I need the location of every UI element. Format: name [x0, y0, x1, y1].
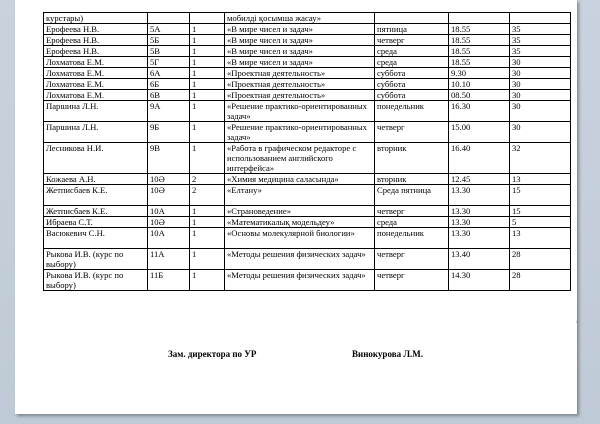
cell-teacher: Ерофеева Н.В. [44, 46, 148, 57]
cell-hours: 1 [190, 270, 225, 291]
table-row [44, 79, 571, 90]
cell-teacher: Ерофеева Н.В. [44, 24, 148, 35]
cell-students: 28 [510, 270, 571, 291]
cell-hours: 1 [190, 68, 225, 79]
cell-hours: 1 [190, 122, 225, 143]
cell-course: «Основы молекулярной биологии» [225, 228, 375, 249]
cell-class: 10Ә [148, 217, 190, 228]
cell-students: 30 [510, 79, 571, 90]
cell-hours: 1 [190, 35, 225, 46]
cell-day: четверг [375, 206, 449, 217]
cell-class [148, 13, 190, 24]
cell-course: «Работа в графическом редакторе с использованием английского интерфейса» [225, 143, 375, 174]
cell-hours: 1 [190, 249, 225, 270]
cell-time: 18.55 [449, 35, 510, 46]
cell-course: «Математикалық модельдеу» [225, 217, 375, 228]
cell-time: 13.40 [449, 249, 510, 270]
cell-class: 9Б [148, 122, 190, 143]
cell-time: 16.40 [449, 143, 510, 174]
cell-course: «В мире чисел и задач» [225, 24, 375, 35]
cell-day: суббота [375, 79, 449, 90]
cell-time: 18.55 [449, 24, 510, 35]
cell-time: 9.30 [449, 68, 510, 79]
table-row [44, 24, 571, 35]
cell-teacher: Васюкевич С.Н. [44, 228, 148, 249]
table-row [44, 13, 571, 24]
table-row [44, 46, 571, 57]
table-row [44, 90, 571, 101]
cell-students: 13 [510, 174, 571, 185]
deputy-director-title: Зам. директора по УР [168, 349, 257, 359]
table-row [44, 217, 571, 228]
cell-teacher: Лохматова Е.М. [44, 68, 148, 79]
cell-students: 30 [510, 90, 571, 101]
cell-day: суббота [375, 90, 449, 101]
cell-teacher: Жетписбаев К.Е. [44, 206, 148, 217]
cell-hours: 1 [190, 24, 225, 35]
table-row [44, 101, 571, 122]
cell-class: 11А [148, 249, 190, 270]
table-row [44, 35, 571, 46]
cell-day: четверг [375, 122, 449, 143]
cell-day: вторник [375, 174, 449, 185]
cell-teacher: Паршина Л.Н. [44, 101, 148, 122]
table-row [44, 122, 571, 143]
cell-hours: 2 [190, 174, 225, 185]
cell-time: 08.50 [449, 90, 510, 101]
cell-students: 5 [510, 217, 571, 228]
cell-day [375, 13, 449, 24]
cell-time: 14.30 [449, 270, 510, 291]
cell-teacher: Ибраева С.Т. [44, 217, 148, 228]
cell-day: среда [375, 217, 449, 228]
table-row [44, 68, 571, 79]
cell-hours: 1 [190, 90, 225, 101]
cell-course: «Страноведение» [225, 206, 375, 217]
cell-course: «Проектная деятельность» [225, 68, 375, 79]
signatory-name: Винокурова Л.М. [352, 349, 424, 359]
cell-day: Среда пятница [375, 185, 449, 206]
table-row [44, 206, 571, 217]
cell-teacher: Паршина Л.Н. [44, 122, 148, 143]
cell-time: 18.55 [449, 57, 510, 68]
cell-teacher: курстары) [44, 13, 148, 24]
cell-day: пятница [375, 24, 449, 35]
table-row [44, 185, 571, 206]
cell-day: среда [375, 57, 449, 68]
cell-course: «В мире чисел и задач» [225, 57, 375, 68]
cell-teacher: Лохматова Е.М. [44, 57, 148, 68]
cell-time: 15.00 [449, 122, 510, 143]
cell-time: 12.45 [449, 174, 510, 185]
cell-students: 28 [510, 249, 571, 270]
cell-hours: 1 [190, 46, 225, 57]
table-row [44, 228, 571, 249]
schedule-table [43, 12, 571, 291]
cell-time: 18.55 [449, 46, 510, 57]
cell-teacher: Рыкова И.В. (курс по выбору) [44, 270, 148, 291]
cell-students: 15 [510, 185, 571, 206]
cell-class: 5Б [148, 35, 190, 46]
cell-students: 30 [510, 122, 571, 143]
document-page [15, 0, 577, 414]
table-row [44, 270, 571, 291]
cell-students: 30 [510, 57, 571, 68]
table-row [44, 174, 571, 185]
cell-day: суббота [375, 68, 449, 79]
cell-teacher: Лохматова Е.М. [44, 90, 148, 101]
cell-class: 6В [148, 90, 190, 101]
cell-course: «Проектная деятельность» [225, 90, 375, 101]
cell-students: 35 [510, 46, 571, 57]
cell-teacher: Лесникова Н.И. [44, 143, 148, 174]
cell-course: «Решение практико-ориентированных задач» [225, 122, 375, 143]
table-row [44, 249, 571, 270]
cell-class: 11Б [148, 270, 190, 291]
cell-course: мобилді қосымша жасау» [225, 13, 375, 24]
table-row [44, 143, 571, 174]
cell-time: 13.30 [449, 206, 510, 217]
cell-day: вторник [375, 143, 449, 174]
cell-hours: 1 [190, 228, 225, 249]
cell-teacher: Кожаева А.Н. [44, 174, 148, 185]
cell-day: понедельник [375, 228, 449, 249]
cell-day: среда [375, 46, 449, 57]
cell-hours: 1 [190, 79, 225, 90]
cell-class: 10Ә [148, 174, 190, 185]
cell-day: понедельник [375, 101, 449, 122]
cell-course: «В мире чисел и задач» [225, 46, 375, 57]
cell-students: 13 [510, 228, 571, 249]
cell-class: 5В [148, 46, 190, 57]
cell-class: 9А [148, 101, 190, 122]
cell-course: «Методы решения физических задач» [225, 270, 375, 291]
cell-time: 13.30 [449, 217, 510, 228]
cell-hours: 1 [190, 217, 225, 228]
cell-class: 10А [148, 228, 190, 249]
cell-time: 16.30 [449, 101, 510, 122]
cell-course: «В мире чисел и задач» [225, 35, 375, 46]
cell-students: 32 [510, 143, 571, 174]
cell-course: «Елтану» [225, 185, 375, 206]
cell-day: четверг [375, 270, 449, 291]
cell-students: 30 [510, 68, 571, 79]
cell-students [510, 13, 571, 24]
cell-time: 13.30 [449, 185, 510, 206]
cell-class: 9В [148, 143, 190, 174]
cell-class: 6А [148, 68, 190, 79]
cell-course: «Решение практико-ориентированных задач» [225, 101, 375, 122]
cell-time [449, 13, 510, 24]
cell-class: 5Г [148, 57, 190, 68]
cell-class: 5А [148, 24, 190, 35]
schedule-table-body [44, 13, 571, 291]
cell-teacher: Лохматова Е.М. [44, 79, 148, 90]
cell-hours: 1 [190, 143, 225, 174]
table-end-marker-icon: ¤ [576, 320, 579, 326]
cell-course: «Методы решения физических задач» [225, 249, 375, 270]
cell-teacher: Ерофеева Н.В. [44, 35, 148, 46]
cell-hours: 1 [190, 101, 225, 122]
cell-class: 6Б [148, 79, 190, 90]
cell-time: 13.30 [449, 228, 510, 249]
cell-class: 10А [148, 206, 190, 217]
cell-students: 15 [510, 206, 571, 217]
cell-teacher: Рыкова И.В. (курс по выбору) [44, 249, 148, 270]
cell-course: «Химия медицина саласында» [225, 174, 375, 185]
cell-day: четверг [375, 249, 449, 270]
cell-students: 30 [510, 101, 571, 122]
cell-students: 35 [510, 35, 571, 46]
cell-class: 10Ә [148, 185, 190, 206]
cell-teacher: Жетписбаев К.Е. [44, 185, 148, 206]
cell-course: «Проектная деятельность» [225, 79, 375, 90]
cell-hours: 1 [190, 206, 225, 217]
cell-hours [190, 13, 225, 24]
cell-hours: 1 [190, 57, 225, 68]
cell-students: 35 [510, 24, 571, 35]
cell-day: четверг [375, 35, 449, 46]
cell-hours: 2 [190, 185, 225, 206]
cell-time: 10.10 [449, 79, 510, 90]
table-row [44, 57, 571, 68]
